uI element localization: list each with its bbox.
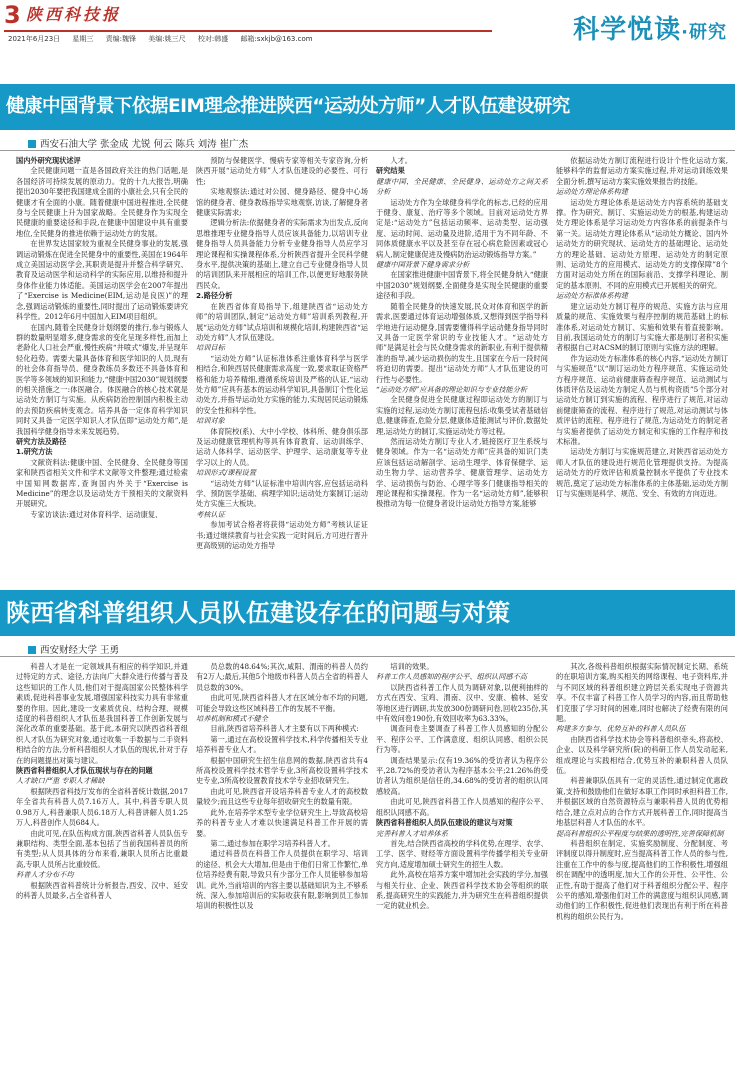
paragraph: 参加考试合格者将获得“运动处方师”考核认证证书;通过继续教育与社会实践一定时间后,方可进行晋升更高级别的运动处方指导 [196,520,368,551]
subheading: 研究方法及路径 [16,436,67,446]
subheading: 2.路径分析 [196,291,233,301]
article-science-popularization [0,590,735,1074]
paragraph: 根据陕西省科普统计分析报告,西安、汉中、延安的科普人员最多,占全省科普人 [16,880,188,900]
paragraph: 以陕西省科普工作人员为调研对象,以便利抽样的方式在西安、宝鸡、渭南、汉中、安康、榆林、延安等地区进行调研,共发放300份调研问卷,回收235份,其中有效问卷190份,有效回收率为63.33%。 [376,682,548,724]
contact-email: 邮箱:sxkjb@163.com [240,35,313,43]
paragraph: 逻辑分析法:依据健身者的实际需求为出发点,反向思维推理专业健身指导人员应该具备能力,以培训专业健身指导人员具备能力分析专业健身指导人员应学习理论课程和实操课程体系,分析陕西省提升全民科学健身水平,提供决策的基础上,建立自己专业健身指导人员的培训团队来开展相应的培训工作,以便更好地服务陕西民众。 [196,218,368,290]
paragraph: “运动处方师”认证标准中培训内容,应包括运动科学、预防医学基础、病理学知识;运动处方案制订;运动处方实施三大板块。 [196,478,368,509]
minor-heading: 培训对象 [196,416,225,426]
minor-heading: 构建多方参与、优势互补的科普人员队伍 [556,724,686,734]
minor-heading: 培训形式/课程设置 [196,468,256,478]
article-byline [28,642,119,656]
subheading: 陕西省科普组织人才队伍现状与存在的问题 [16,766,153,776]
paragraph: 随着全民健身的快速发展,民众对体育和医学的新需求,医要通过体育运动增强体质,又想得到医学指导科学地进行运动健身,国需要懂得科学运动健身指导同时又具备一定医学常识的专业技能人才。“运动处方师”是满足社会与民众健身需求的新职业,有利于提供精准的指导,减少运动损伤的发生,且国家在今后一段时间将迫切的需要。提出“运动处方师”人才队伍建设的可行性与必要性。 [376,301,548,384]
byline-square-icon [28,140,36,148]
masthead-rule [4,30,492,32]
section-subname: ·研究 [681,22,727,43]
subheading: 研究结果 [376,166,405,176]
minor-heading: 培训目标 [196,343,225,353]
minor-heading: 运动处方标准体系构建 [556,291,628,301]
issue-info [8,33,323,45]
paragraph: 预防与保健医学、慢病专家等相关专家咨询,分析陕西开展“运动处方师”人才队伍建设的必要性、可行性; [196,156,368,186]
article-eim-exercise-prescription [0,84,735,584]
paragraph: 实地观察法:通过对公园、健身路径、健身中心场馆的健身者、健身教练指导实地观察,访谈,了解健身者健康实际需求; [196,187,368,218]
paragraph: 运动处方理论体系是运动处方内容系统的基础支撑。作为研究、制订、实施运动处方的根基,构建运动处方理论体系是学习运动处方内容体系的前提条件与第一关。运动处方理论体系从“运动处方概论、国内外运动处方的研究现状、运动处方的基础理论、运动处方的理论基础、运动处方原理、运动处方的制定原则、运动处方的应用模式、运动处方的支撑保障”8个方面对运动处方所在的国际前沿、支撑学科理论、制定的基本原则、不同的应用模式已开展相关的研究。 [556,197,728,290]
article-headline: 健康中国背景下依据EIM理念推进陕西“运动处方师”人才队伍建设研究 [0,84,735,130]
paragraph: 由此可见,陕西省科普人才在区域分布不均的问题,可能会导致这些区域科普工作的发展不平衡。 [196,693,368,713]
paragraph: 在国内,随着全民健身计划纲要的推行,参与锻炼人群的数量明显增多,健身需求的变化呈现多样性,而加上老龄化人口社会严重,慢性疾病“井喷式”爆发,并呈现年轻化趋势。需要大量具备体育和医学知识的人员,现有的社会体育指导员、健身教练员多数还不具备体育和医学等多领域的知识和能力,“健康中国2030”规划纲要的相关措施之一:体医融合。体医融合的核心技术就是运动处方制订与实施。从疾病防治控制国内积极主动的去预防疾病转变观念。培养具备一定体育科学知识同时又具备一定医学知识人才队伍即“运动处方师”,是我国科学健身指导未来发展趋势。 [16,322,188,436]
paragraph: 作为运动处方标准体系的核心内容,“运动处方制订与实施规范”以“制订运动处方程序规范、实施运动处方程序规范、运动前健康筛查程序规范、运动测试与体质评估及运动处方制定人员与机构资质”5个部分对运动处方制订到实施的流程、程序进行了规范,对运动前健康筛查的流程、程序进行了规范,对运动测试与体质评估的流程、程序进行了规范,为运动处方的制定者与实施者提供了运动处方制定和实施的工作程序和技术标准。 [556,353,728,446]
text-column [16,662,188,1068]
minor-heading: “运动处方师”应具备的理论知识与专业技能分析 [376,384,528,394]
paragraph: 专家访谈法:通过对体育科学、运动康复、 [30,509,163,519]
proofreader-credit: 校对:韩盛 [197,35,229,43]
page-number: 3 [4,1,21,29]
designer-credit: 美编:姚三尺 [148,35,186,43]
subheading: 陕西省科普组织人员队伍建设的建议与对策 [376,818,513,828]
paragraph: 科普组织在制定、实施奖励制度、分配制度、考评制度以得升制度时,应当提高科普工作人员的参与性,注重在工作中的参与度,提高他们的工作积极性,增强组织在调配中的透明度,加大工作的公开性、公平性、公正性,有助于提高了他们对于科普组织分配公平、程序公平的感知,增强他们对工作的满意度与组织认同感,调动他们的工作积极性,促进他们表现出有利于所在科普机构的组织公民行为。 [556,838,728,921]
text-column [556,156,728,576]
article-body [16,662,728,1068]
paragraph: 人才。 [390,156,412,165]
byline-rule [0,150,735,151]
paragraph: 全民健身促进全民健康过程即运动处方的制订与实施的过程,运动处方制订流程包括:收集受试者基础信息,健康筛查,危险分层,健康体适能测试与评价,数据处理,运动处方的制订,实施运动处方等过程。 [376,395,548,436]
paragraph: 运动处方作为全球健身科学化的标志,已经的应用于健身、康复、治疗等多个领域。目前对运动处方界定是:“运动处方”包括运动频率、运动类型、运动强度、运动时间、运动量及进阶,适用于为不同年龄、不同体质健康水平以及甚至存在冠心病危险因素或冠心病人,制定健康促进及慢病防治运动锻炼指导方案。” [376,197,548,259]
article-body [16,156,728,576]
paragraph: 通过科普员在科普工作人员提供在职学习、培训的途径、机会大大增加,但是由于他们日常工作繁忙,单位培养经费有限,导致只有少部分工作人员能够参加培训。此外,当前培训的内容主要以基础知识为主,不够系统、深入,参加培训后的实际收获有限,影响到员工参加培训的积极性以及 [196,849,368,911]
minor-heading: 培养机制和模式不健全 [196,714,268,724]
minor-heading: 提高科普组织公平程度与结果的透明性,完善保障机制 [556,828,724,838]
paragraph: 体育院校(系)、大中小学校、体科所、健身俱乐部及运动健康管理机构等具有体育教育、运动训练学、运动人体科学、运动医学、护理学、运动康复等专业学习以上的人员。 [196,426,368,467]
minor-heading: 考核认证 [196,509,225,519]
minor-heading: 完善科普人才培养体系 [376,828,448,838]
text-column [556,662,728,1068]
paragraph: 运动处方制订与实施规范建立,对陕西省运动处方师人才队伍的建设进行规范化管理提供支持。为提高运动处方的疗效评估和质量控制水平提供了专业技术规范,奠定了运动处方标准体系的主体基础,运动处方制订与实施则是科学、规范、安全、有效的方向迈进。 [556,447,728,498]
paragraph: 员总数的48.64%;其次,咸阳、渭南的科普人员约有2万人;最后,其他5个地级市科普人员占全省的科普人员总数的30%。 [196,662,368,692]
paragraph: “运动处方师”认证标准体系注重体育科学与医学相结合,和陕西居民健康需求高度一致,要求取证资格严格和能力培养精细,遵循系统培训及严格的认证,“运动处方师”应具有基本的运动科学知识,具备制订个性化运动处方,并指导运动处方实施的能力,实现居民运动锻炼的安全性和科学性。 [196,353,368,415]
paragraph: 在国家推进健康中国背景下,将全民健身纳入“健康中国2030”规划纲要,全面健身是实现全民健康的重要途径和手段。 [376,270,548,301]
paragraph: 由此可见,陕西省开设培养科普专业人才的高校数量较少;而且这些专业每年招收研究生的数量有限。 [196,786,368,807]
text-column [376,156,548,576]
paragraph: 在陕西省体育局指导下,组建陕西省“运动处方师”的培训团队,制定“运动处方师”培训系列教程,开展“运动处方师”试点培训和规模化培训,构建陕西省“运动处方师”人才队伍建设。 [196,301,368,342]
article-byline [28,136,248,150]
minor-heading: 健康中国背景下健身需求分析 [376,260,470,270]
paragraph: 目前,陕西省培养科普人才主要有以下两种模式: [210,724,359,734]
subheading: 国内外研究现状述评 [16,156,81,165]
paragraph: 全民健康问题一直是各国政府关注的热门话题,是各国经济可持续发展的原动力。党的十九大报告,明确提出2030年要把我国建成全面的小康社会,只有全民的健康才有全面的小康。随着健康中国进程推进,全民健身与全民健康上升为国家战略。全民健身作为实现全民健康的重要途径和手段,在健康中国建设中具有重要地位,全民健身的推进依赖于运动处方的发展。 [16,166,188,238]
paragraph: 第一,通过在高校设置科学技术,科学传播相关专业培养科普专业人才。 [196,734,368,755]
paragraph: 然而运动处方制订专业人才,链接医疗卫生系统与健身领域。作为一名“运动处方师”应具备的知识门类应该包括运动解剖学、运动生理学、体育保健学、运动生物力学、运动营养学、健康管理学、运动处方学、运动损伤与防治、心理学等多门健康指导相关的理论课程和实操课程。作为一名“运动处方师”,能够积极推动为每一位健身者设计运动处方指导方案,能够 [376,436,548,509]
paragraph: 首先,结合陕西省高校的学科优势,在理学、农学、工学、医学、财经等方面设置科学传播学相关专业研究方向,适度增加硕士研究生的招生人数。 [376,838,548,869]
minor-heading: 科普人才分布不均 [16,870,74,880]
paragraph: 科普人才是在一定领域具有相应的科学知识,并通过特定的方式、途径,方法向广大群众进行传播与普及这些知识的工作人员,他们对于提高国家公民整体科学素质,促进科普事业发展,增强国家科技实力具有非常重要的作用。因此,建设一支素质优良、结构合理、规模适度的科普组织人才队伍是我国科普工作创新发展与深化改革的重要基础。基于此,本研究以陕西省科普组织人才队伍为研究对象,通过收集一手数据与二手资料相结合的方法,分析科普组织人才队伍的现状,针对于存在的问题提出对策与建议。 [16,662,188,765]
paragraph: 其次,各级科普组织根据实际情况制定长期、系统的在职培训方案,购买相关的网络课程、电子资料库,并与不同区域的科普组织建立跨层关系实现电子资源共享。不仅丰富了科普工作人员学习的内容,而且帮助他们克服了学习时间的困难,同时也解决了经费有限的问题。 [556,662,728,724]
paragraph: 由此可见,陕西省科普工作人员感知的程序公平、组织认同感不高。 [376,797,548,817]
byline-square-icon [28,646,36,654]
minor-heading: 健康中国、全民健康、全民健身、运动处方之间关系分析 [376,176,548,197]
section-name: 科学悦读 [573,15,682,45]
issue-weekday: 星期三 [72,35,94,43]
paragraph: 依据运动处方制订流程进行设计个性化运动方案,能够科学的监督运动方案实施过程,并对运动训练效果全面分析,撰写运动方案实施效果报告的技能。 [556,156,728,186]
text-column [16,156,188,576]
paragraph: 由陕西省科学技术协会等科普组织牵头,将高校、企业、以及科学研究所(院)的科研工作人员发动起来,组成理论与实践相结合,优势互补的兼职科普人员队伍。 [556,734,728,776]
article-headline: 陕西省科普组织人员队伍建设存在的问题与对策 [0,590,735,636]
minor-heading: 人才缺口严重 专职人才稀缺 [16,776,105,786]
paragraph: 此外,高校在培养方案中增加社会实践的学分,加强与相关行业、企业、陕西省科学技术协会等组织的联系,提高研究生的实践能力,并为研究生在科普组织提供一定的就业机会。 [376,870,548,911]
byline-text: 西安财经大学 王勇 [40,645,120,656]
issue-date: 2021年6月23日 [8,35,61,43]
paragraph: 调查问卷主要调查了科普工作人员感知的分配公平、程序公平、工作满意度、组织认同感、组织公民行为等。 [376,724,548,755]
byline-text: 西安石油大学 张金成 尤锐 何云 陈兵 刘涛 崔广杰 [40,139,249,150]
paragraph: 文献资料法:健康中国、全民健身、全民健身等国家和陕西省相关文件和学术文献等文件整理;通过检索中国知网数据库,查询国内外关于“Exercise is Medicine”的理念以及运动处方干预相关的文献资料开展研究。 [16,457,188,509]
text-column [376,662,548,1068]
minor-heading: 运动处方理论体系构建 [556,187,628,197]
paragraph: 第二,通过参加在职学习培养科普人才。 [210,838,335,848]
byline-rule [0,656,735,657]
text-column [196,662,368,1068]
subheading: 1.研究方法 [16,447,53,457]
paragraph: 科普兼职队伍具有一定的灵活性,通过制定优惠政策,支持和鼓励他们在做好本职工作同时承担科普工作,并根据区域的自然资源特点与兼职科普人员的优势相结合,建立点对点的合作方式开展科普工作,同时提高当地基层科普人才队伍的水平。 [556,776,728,828]
text-column [196,156,368,576]
paragraph: 建立运动处方制订程序的规范、实施方法与应用质量的规范、实施效果与程序控制的规范基础上的标准体系,对运动处方制订、实施和效果有着直接影响。目前,我国运动处方的制订与实施大都是制订者积实施者根据自己对ACSM的制订原则与实施方法的理解。 [556,301,728,353]
paragraph: 培训的效果。 [390,662,434,671]
paragraph: 在世界发达国家较为重视全民健身事业的发展,强调运动锻炼在促进全民健身中的重要性,美国在1964年成立美国运动医学会,其职责是提升并整合科学研究、教育及运动医学和运动科学的实际应用,以维持和提升身体作业能力体适能。美国运动医学会在2007年提出了“Exercise is Medicine(EIM,运动是良医)”的理念,强调运动锻炼的重要性,同时提出了运动锻炼要讲究科学性。2012年6月中国加入EIM项目组织。 [16,239,188,322]
paragraph: 根据中国研究生招生信息网的数据,陕西省共有4所高校设置科学技术哲学专业,3所高校设置科学技术史专业,3所高校设置教育技术学专业招收研究生。 [196,755,368,786]
paragraph: 由此可见,在队伍构成方面,陕西省科普人员队伍专兼职结构、类型全面,基本包括了当前我国科普员的所有类型;从人员具体的分布来看,兼职人员所占比重最高,专职人员所占比重较低。 [16,828,188,869]
paragraph: 调查结果显示:仅有19.36%的受访者认为程序公平,28.72%的受访者认为程序基本公平;21.26%的受访者认为组织是信任的,34.68%的受访者的组织认同感较高。 [376,755,548,796]
editor-credit: 责编:魏锋 [105,35,137,43]
masthead [0,0,735,60]
newspaper-name: 陕西科技报 [26,5,122,24]
section-title [573,10,727,53]
paragraph: 此外,在培养学术型专业学位研究生上,导致高校培养的科普专业人才难以快速满足科普工作开展的需要。 [196,807,368,838]
paragraph: 根据陕西省科技厅发布的全省科普统计数据,2017年全省共有科普人员7.16万人。其中,科普专职人员0.98万人,科普兼职人员6.18万人,科普讲解人员1.25万人,科普创作人员684人。 [16,786,188,828]
minor-heading: 科普工作人员感知的程序公平、组织认同感不高 [376,672,527,682]
